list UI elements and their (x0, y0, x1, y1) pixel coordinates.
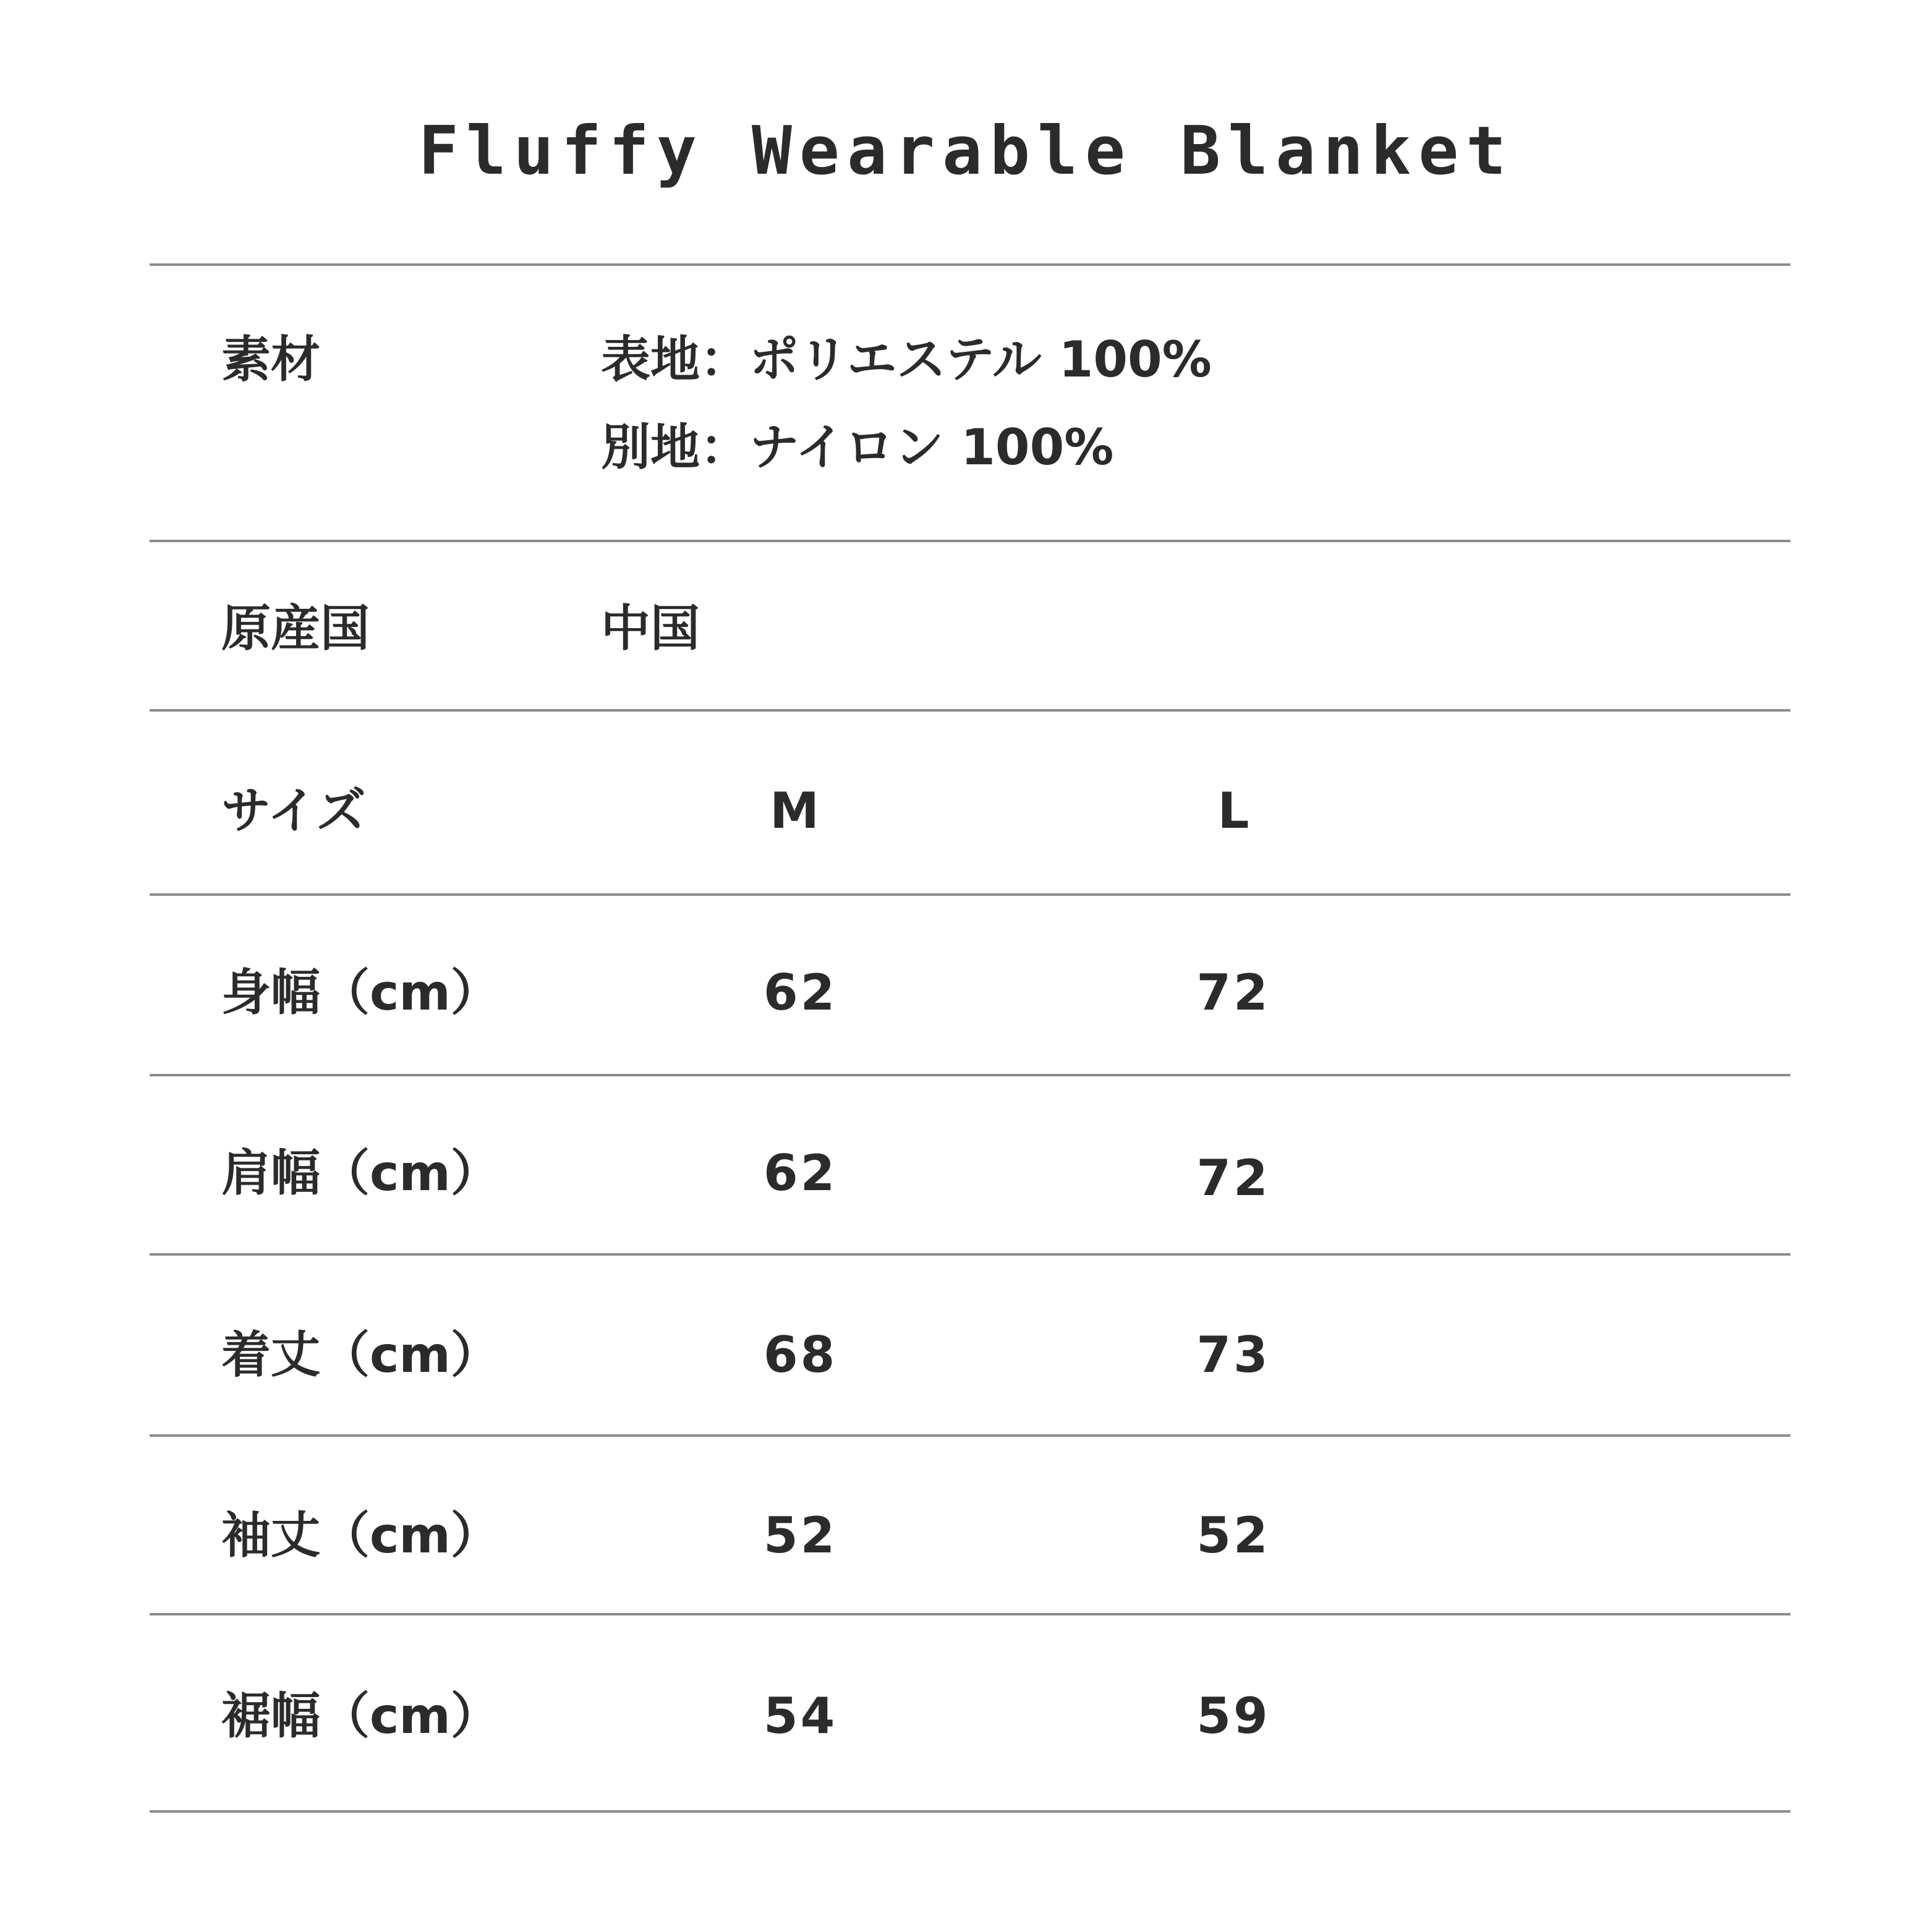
row-hem-width-l: 59 (1196, 1687, 1270, 1745)
divider-origin (150, 709, 1790, 712)
origin-label: 原産国 (221, 600, 370, 657)
divider-row-3 (150, 1434, 1790, 1437)
size-header-label: サイズ (221, 782, 366, 840)
row-label-hem-width: 裾幅（cm） (221, 1687, 500, 1745)
origin-value: 中国 (601, 600, 700, 657)
row-shoulder-width-l: 72 (1196, 1149, 1270, 1207)
divider-row-1 (150, 1074, 1790, 1076)
row-shoulder-width-m: 62 (764, 1144, 838, 1202)
row-length-m: 68 (764, 1326, 838, 1384)
divider-row-2 (150, 1253, 1790, 1256)
row-sleeve-length-m: 52 (764, 1507, 838, 1564)
row-body-width-l: 72 (1196, 964, 1270, 1021)
material-line-lining: 別地：ナイロン 100% (601, 419, 1114, 476)
row-label-length: 着丈（cm） (221, 1326, 500, 1384)
row-label-body-width: 身幅（cm） (221, 964, 500, 1021)
size-header-l: L (1217, 782, 1249, 840)
divider-row-4 (150, 1613, 1790, 1615)
divider-bottom (150, 1810, 1790, 1813)
size-header-m: M (770, 782, 819, 840)
material-label: 素材 (221, 331, 320, 388)
material-line-outer: 表地：ポリエステル 100% (601, 331, 1212, 388)
row-sleeve-length-l: 52 (1196, 1507, 1270, 1564)
row-body-width-m: 62 (764, 964, 838, 1021)
page-title: Fluffy Wearable Blanket (418, 113, 1514, 190)
row-label-shoulder-width: 肩幅（cm） (221, 1144, 500, 1202)
row-length-l: 73 (1196, 1326, 1270, 1384)
divider-material (150, 540, 1790, 542)
divider-top (150, 263, 1790, 266)
divider-size-header (150, 893, 1790, 896)
row-hem-width-m: 54 (764, 1687, 838, 1745)
row-label-sleeve-length: 袖丈（cm） (221, 1507, 500, 1564)
